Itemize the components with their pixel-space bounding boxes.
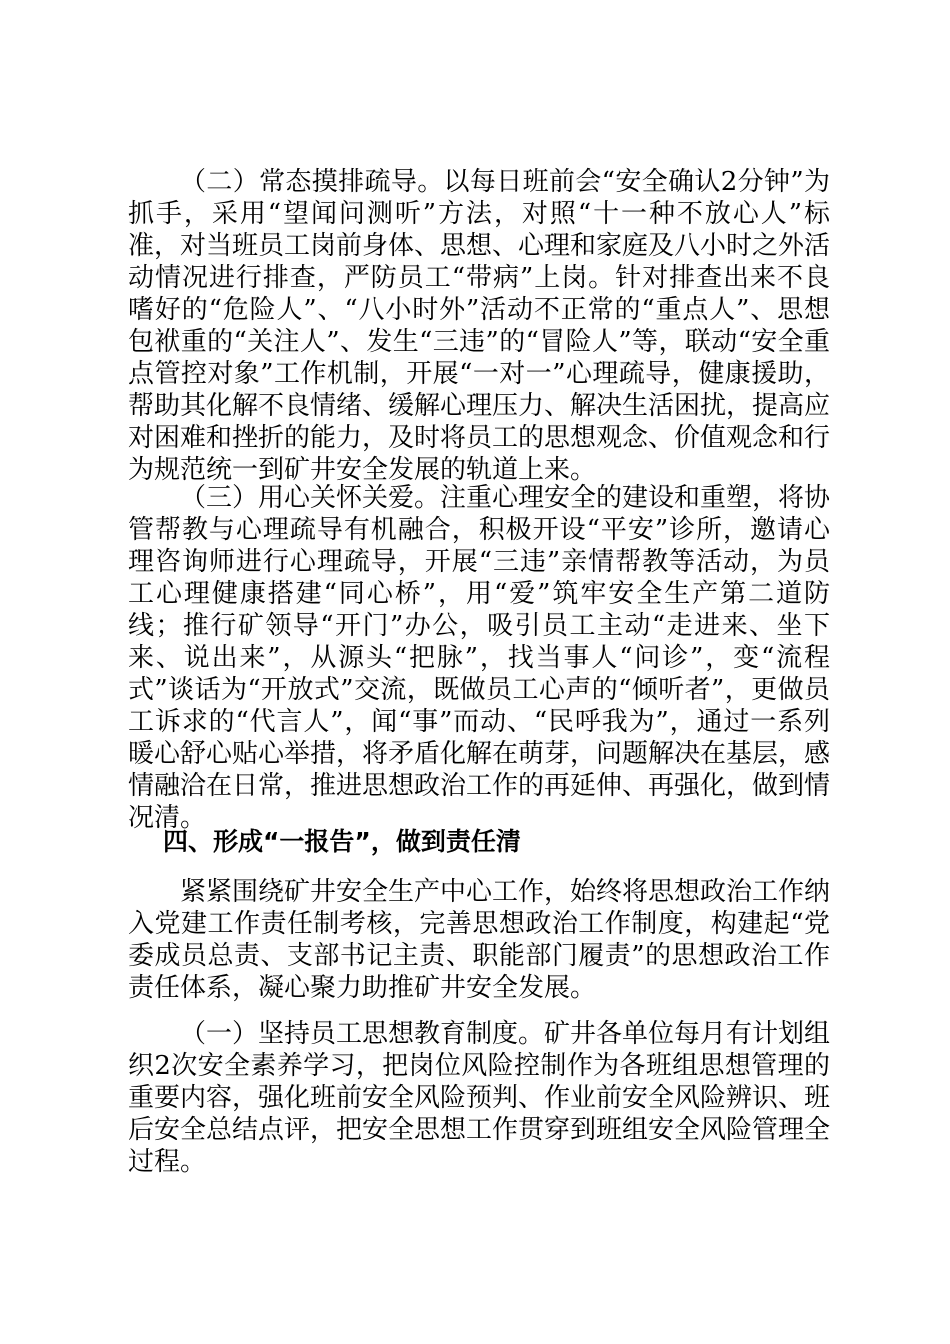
paragraph-care-and-concern: （三）用心关怀关爱。注重心理安全的建设和重塑，将协管帮教与心理疏导有机融合，积极开设“平安”诊所，邀请心理咨询师进行心理疏导，开展“三违”亲情帮教等活动，为员工心理健康搭建“同心桥”，用“爱”筑牢安全生产第二道防线；推行矿领导“开门”办公，吸引员工主动“走进来、坐下来、说出来”，从源头“把脉”，找当事人“问诊”，变“流程式”谈话为“开放式”交流，既做员工心声的“倾听者”，更做员工诉求的“代言人”，闻“事”而动、“民呼我为”，通过一系列暖心舒心贴心举措，将矛盾化解在萌芽，问题解决在基层，感情融洽在日常，推进思想政治工作的再延伸、再强化，做到情况清。 <box>128 483 831 833</box>
paragraph-education-system: （一）坚持员工思想教育制度。矿井各单位每月有计划组织2次安全素养学习，把岗位风险控制作为各班组思想管理的重要内容，强化班前安全风险预判、作业前安全风险辨识、班后安全总结点评，把安全思想工作贯穿到班组安全风险管理全过程。 <box>128 1019 831 1177</box>
paragraph-routine-screening: （二）常态摸排疏导。以每日班前会“安全确认2分钟”为抓手，采用“望闻问测听”方法，对照“十一种不放心人”标准，对当班员工岗前身体、思想、心理和家庭及八小时之外活动情况进行排查，严防员工“带病”上岗。针对排查出来不良嗜好的“危险人”、“八小时外”活动不正常的“重点人”、思想包袱重的“关注人”、发生“三违”的“冒险人”等，联动“安全重点管控对象”工作机制，开展“一对一”心理疏导，健康援助，帮助其化解不良情绪、缓解心理压力、解决生活困扰，提高应对困难和挫折的能力，及时将员工的思想观念、价值观念和行为规范统一到矿井安全发展的轨道上来。 <box>128 167 831 485</box>
section-heading: 四、形成“一报告”，做到责任清 <box>163 827 521 856</box>
section-intro-paragraph: 紧紧围绕矿井安全生产中心工作，始终将思想政治工作纳入党建工作责任制考核，完善思想政治工作制度，构建起“党委成员总责、支部书记主责、职能部门履责”的思想政治工作责任体系，凝心聚力助推矿井安全发展。 <box>128 877 831 1003</box>
